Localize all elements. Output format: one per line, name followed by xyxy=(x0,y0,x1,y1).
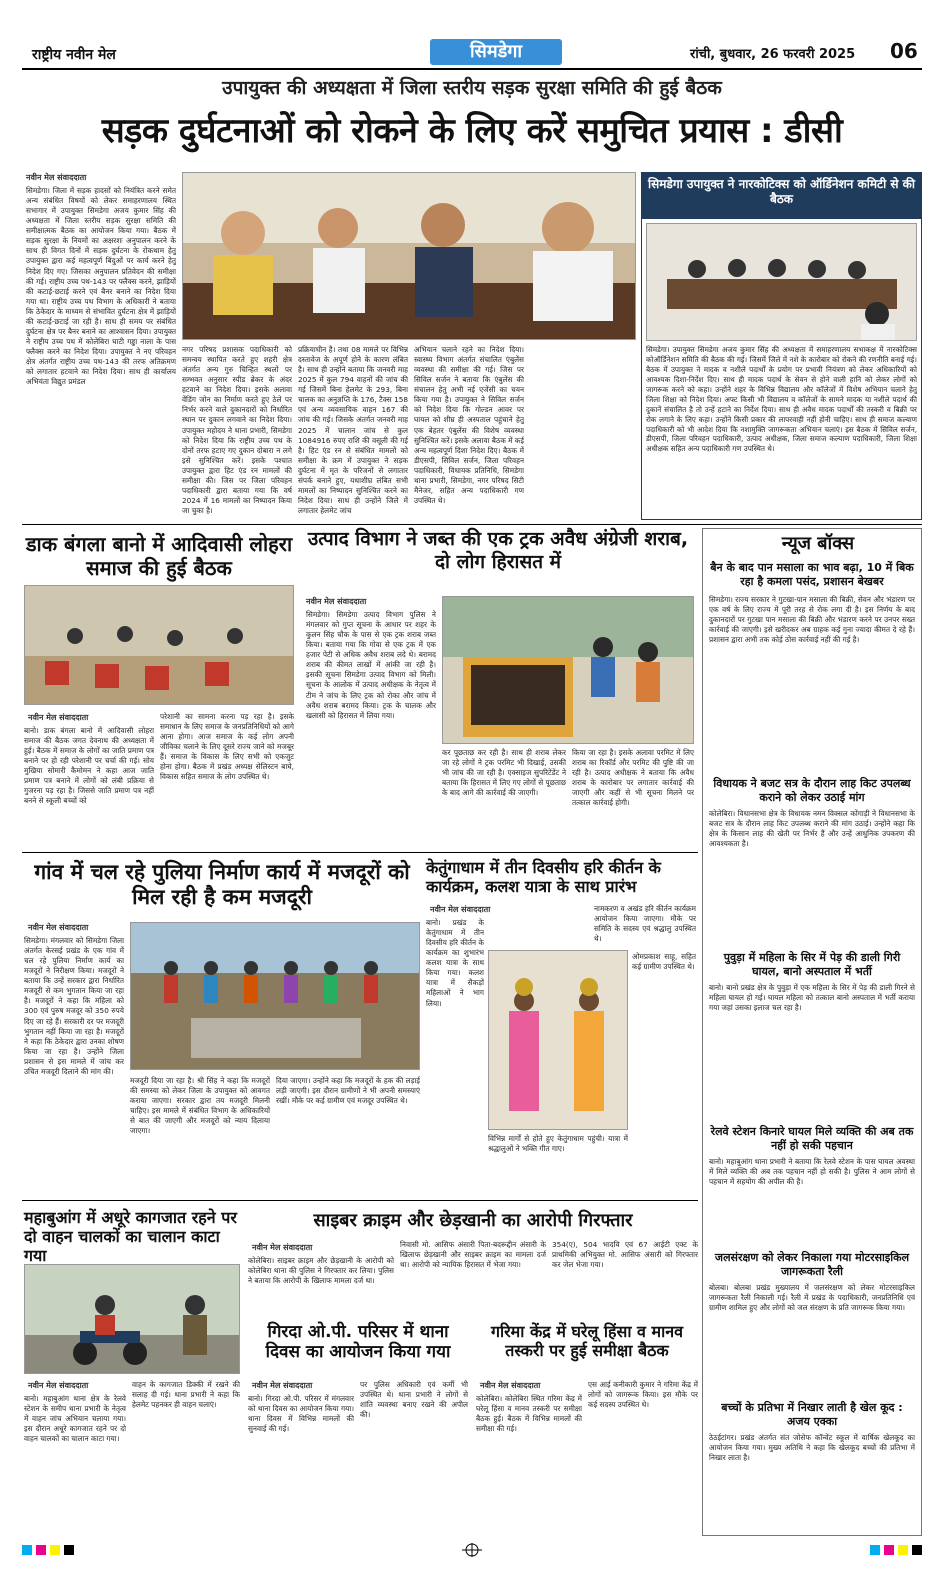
registration-marks-icon xyxy=(22,1543,922,1557)
lead-photo xyxy=(182,172,636,340)
dateline: रांची, बुधवार, 26 फरवरी 2025 xyxy=(690,47,856,62)
utpad-col3: किया जा रहा है। इसके अलावा परमिट में लिए शराब का रिकॉर्ड और परमिट की पुष्टि की जा रही है। उत्पाद अधीक्षक ने बताया कि अवैध शराब के कारोबार पर लगातार कार्रवाई की जाएगी और कहीं से भी सूचना मिलने पर तत्काल कार्रवाई होगी। xyxy=(572,748,694,808)
lead-col1: सिमडेगा। जिला में सड़क हादसों को नियंत्रित करने समेत अन्य संबंधित विषयों को लेकर समाहरणालय स्थित सभागार में उपायुक्त सिमडेगा अजय कुमार सिंह की अध्यक्षता में जिला स्तरीय सड़क सुरक्षा समिति की समीक्षात्मक बैठक का आयोजन किया गया। बैठक में सड़क सुरक्षा के नियमों का अक्षरशः अनुपालन करने के साथ ही विगत दिनों में सड़क दुर्घटना के रोकथाम हेतु उपायुक्त द्वारा कई महत्वपूर्ण बिंदुओं पर कार्य करने हेतु निदेश दिए गए। जिसका अनुपालन प्रतिवेदन की समीक्षा की गई। राष्ट्रीय उच्च पथ-143 पर फ्लैक्स करने, झाड़ियों की कटाई-छटाई करने एवं बैनर बनाने का निदेश दिया गया था। राष्ट्रीय उच्च पथ विभाग के अधिकारी ने बताया कि ठेकेदार के माध्यम से संभावित दुर्घटना क्षेत्र में झाड़ियों की कटाई-छटाई जा रही है। साथ ही समय पर संबंधित दुर्घटना क्षेत्र पर बैनर बनाने का आश्वासन दिया। उपायुक्त ने राष्ट्रीय उच्च पथ में कोलेबिरा घाटी गड्ढा नाला के पास फ्लैक्स करने का निदेश दिया। उपायुक्त ने नए परिवहन क्षेत्र अंतर्गत राष्ट्रीय उच्च पथ-143 की तरफ अतिक्रमण को लगातार हटवाने का निदेश दिया। साथ ही कार्यालय अभियंता विद्युत प्रमंडल xyxy=(26,186,176,387)
lead-headline: सड़क दुर्घटनाओं को रोकने के लिए करें समुचित प्रयास : डीसी xyxy=(101,111,843,151)
news-box xyxy=(702,528,922,1536)
narco-body: सिमडेगा। उपायुक्त सिमडेगा अजय कुमार सिंह की अध्यक्षता में समाहरणालय सभाकक्ष में नारकोटिक्स कोऑर्डिनेशन समिति की बैठक की गई। जिसमें जिले में नशे के कारोबार को रोकने की रणनीति बनाई गई। बैठक में उपायुक्त ने मादक व नशीले पदार्थों के प्रयोग पर प्रभावी नियंत्रण को लेकर अधिकारियों को आवश्यक दिशा-निर्देश दिए। साथ ही मादक पदार्थ के सेवन से होने वाली हानि को लेकर लोगों को जागरूक करने को कहा। उन्होंने शहर के विभिन्न विद्यालय और कॉलेजों में विशेष अभियान चलाने हेतु जिला शिक्षा को निदेश दिया। अफ्ट किसी भी विद्यालय व कॉलेजों के सामने मादक या नशीले पदार्थ की दुकानें संचालित है तो उन्हें हटाने का निर्देश दिया। साथ ही अवैध मादक पदार्थों की तस्करी व बिक्री पर रोक लगाने के लिए कहा। उन्होंने किसी प्रकार की लापरवाही नहीं होनी चाहिए। साथ ही समाज कल्याण पदाधिकारी को भी आदेश दिया कि नशामुक्ति जागरूकता अभियान चलाएं। इस बैठक में सिविल सर्जन, डीएसपी, जिला परिवहन पदाधिकारी, उत्पाद अधीक्षक, जिला समाज कल्याण पदाधिकारी, जिला शिक्षा अधीक्षक सहित अन्य पदाधिकारी गण उपस्थित थे। xyxy=(646,345,917,454)
narco-title: सिमडेगा उपायुक्त ने नारकोटिक्स को ऑर्डिनेशन कमिटी से की बैठक xyxy=(648,177,915,206)
narco-photo xyxy=(646,223,917,341)
lead-col2: नगर परिषद प्रशासक पदाधिकारी को समन्वय स्थापित करते हुए शहरी क्षेत्र अंतर्गत अन्य गुरु चिन्हित स्थलों पर सम्भवत अनुसार स्पीड ब्रेकर के अंदर हटवाने का निदेश दिया। इसके अलावा वेंडिंग जोन का निर्माण करते हुए ठेले पर निर्भर करने वाले दुकानदारों को निर्धारित स्थान पर दुकान लगवाने का निदेश दिया। उपायुक्त महोदय ने थाना प्रभारी, सिमडेगा को निदेश दिया कि राष्ट्रीय उच्च पथ के दोनों तरफ हटाए गए दुकान दोबारा न लगे इसे सुनिश्चित करें। इसके पश्चात उपायुक्त द्वारा हिट एंड रन मामलों की समीक्षा की। जिस पर जिला परिवहन पदाधिकारी द्वारा बताया गया कि वर्ष 2024 में 16 मामलों का निष्पादन किया जा चुका है। xyxy=(182,345,292,515)
cyber-byline: नवीन मेल संवाददाता xyxy=(252,1243,313,1252)
utpad-photo xyxy=(442,596,694,744)
giridih-headline: गिरदा ओ.पी. परिसर में थाना दिवस का आयोजन किया गया xyxy=(265,1322,451,1363)
section-tab: सिमडेगा xyxy=(430,39,562,65)
masthead xyxy=(22,38,922,66)
kirtan-photo xyxy=(488,950,628,1130)
page-number: 06 xyxy=(890,39,918,63)
mahabuang-col2: वाहन के कागजात डिक्की में रखने की सलाह दी गई। थाना प्रभारी ने कहा कि हेलमेट पहनकर ही वाहन चलाएं। xyxy=(132,1380,240,1410)
news-item2-body: कोलेबिरा। विधानसभा क्षेत्र के विधायक नमन विक्सल कोंगाड़ी ने विधानसभा के बजट सत्र के दौरान लाह किट उपलब्ध कराने की मांग उठाई। उन्होंने कहा कि क्षेत्र के किसान लाह की खेती पर निर्भर हैं और उन्हें आधुनिक उपकरण की आवश्यकता है। xyxy=(709,809,915,849)
giridih-col2: पर पुलिस अधिकारी एवं कर्मी भी उपस्थित थे। थाना प्रभारी ने लोगों से शांति व्यवस्था बनाए रखने की अपील की। xyxy=(360,1380,468,1420)
narco-box xyxy=(641,172,922,520)
news-item4-title: रेलवे स्टेशन किनारे घायल मिले व्यक्ति की अब तक नहीं हो सकी पहचान xyxy=(710,1125,914,1152)
news-item4-body: बानो। महाबुआंग थाना प्रभारी ने बताया कि रेलवे स्टेशन के पास घायल अवस्था में मिले व्यक्ति की अब तक पहचान नहीं हो सकी है। पुलिस ने आम लोगों से पहचान में सहयोग की अपील की है। xyxy=(709,1157,915,1187)
pulia-col2: मजदूरी दिया जा रहा है। श्री सिंह ने कहा कि मजदूरों की समस्या को लेकर जिला के उपायुक्त को आवगत कराया जाएगा। सरकार द्वारा तय मजदूरी मिलनी चाहिए। इस मामले में संबंधित विभाग के अधिकारियों से बात की जाएगी और मजदूरों को न्याय दिलाया जाएगा। xyxy=(130,1076,270,1136)
cyber-col3: 354(ए), 504 भादवि एवं 67 आईटी एक्ट के प्राथमिकी अभियुक्त मो. आसिफ अंसारी को गिरफ्तार कर जेल भेजा गया। xyxy=(552,1240,698,1270)
news-item3-body: बानो। बानो प्रखंड क्षेत्र के पुवुड़ा में एक महिला के सिर में पेड़ की डाली गिरने से महिला घायल हो गई। घायल महिला को तत्काल बानो अस्पताल में भर्ती कराया गया जहां उसका इलाज चल रहा है। xyxy=(709,983,915,1013)
garima-headline: गरिमा केंद्र में घरेलू हिंसा व मानव तस्करी पर हुई समीक्षा बैठक xyxy=(490,1322,683,1361)
garima-col1: कोलेबिरा। कोलेबिरा स्थित गरिमा केंद्र में घरेलू हिंसा व मानव तस्करी पर समीक्षा बैठक हुई। बैठक में विभिन्न मामलों की समीक्षा की गई। xyxy=(476,1394,582,1434)
lead-col3: प्रक्रियाधीन है। तथा 08 मामले पर विभिन्न दस्तावेज के अपूर्ण होने के कारण लंबित है। साथ ही उन्होंने बताया कि जनवरी माह 2025 में कुल 794 वाहनों की जांच की गई जिसमें बिना हेलमेट के 293, बिना चालक का अनुज्ञप्ति के 176, टैक्स 158 एवं अन्य व्यवसायिक वाहन 167 की जांच की गई। जिसके अंतर्गत जनवरी माह 2025 में चालान जांच से कुल 1084916 रुपए राशि की वसूली की गई है। हिट एंड रन से संबंधित मामलों को समीक्षा के क्रम में उपायुक्त ने सड़क दुर्घटना में मृत के परिजनों से लगातार संपर्क बनाने हुए, यथाशीघ्र लंबित सभी मामलों का निष्पादन सुनिश्चित करने का निदेश दिया। साथ ही उन्होंने जिले में लगातार हेलमेट जांच xyxy=(298,345,408,515)
kirtan-col4: ओमप्रकाश साहू, सहित कई ग्रामीण उपस्थित थे। xyxy=(632,952,696,972)
dak-meeting-photo-icon xyxy=(25,586,294,705)
garima-byline: नवीन मेल संवाददाता xyxy=(480,1381,541,1390)
news-item5-body: बोलबा। बोलबा प्रखंड मुख्यालय में जलसंरक्षण को लेकर मोटरसाइकिल जागरूकता रैली निकाली गई। रैली में प्रखंड के पदाधिकारी, जनप्रतिनिधि एवं ग्रामीण शामिल हुए और लोगों को जल संरक्षण के प्रति जागरूक किया गया। xyxy=(709,1283,915,1313)
mahabuang-col1: बानो। महाबुआंग थाना क्षेत्र के रेलवे स्टेशन के समीप थाना प्रभारी के नेतृत्व में वाहन जांच अभियान चलाया गया। इस दौरान अधूरे कागजात रहने पर दो वाहन चालकों का चालान काटा गया। xyxy=(24,1394,126,1444)
utpad-byline: नवीन मेल संवाददाता xyxy=(306,597,367,606)
kirtan-col1: बानो। प्रखंड के केतुंगाधाम में तीन दिवसीय हरि कीर्तन के कार्यक्रम का शुभारंभ कलश यात्रा के साथ किया गया। कलश यात्रा में सैकड़ों महिलाओं ने भाग लिया। xyxy=(426,918,484,1008)
narco-title-bar xyxy=(642,173,921,219)
news-item6-body: ठेठईटांगर। प्रखंड अंतर्गत संत जोसेफ कॉन्वेंट स्कूल में वार्षिक खेलकूद का आयोजन किया गया। मुख्य अतिथि ने कहा कि खेलकूद बच्चों की प्रतिभा में निखार लाता है। xyxy=(709,1433,915,1463)
construction-site-photo-icon xyxy=(131,923,420,1070)
pulia-headline: गांव में चल रहे पुलिया निर्माण कार्य में मजदूरों को मिल रही है कम मजदूरी xyxy=(34,860,410,910)
dak-col2: परेशानी का सामना करना पड़ रहा है। इसके समाधान के लिए समाज के जनप्रतिनिधियों को आगे आना होगा। आज समाज के कई लोग अपनी जीविका चलाने के लिए दूसरे राज्य जाने को मजबूर हैं। समाज के विकास के लिए सभी को एकजुट होना होगा। बैठक में प्रखंड अध्यक्ष सेलिस्टन बाघे, विकास सहित समाज के लोग उपस्थित थे। xyxy=(160,712,294,782)
news-box-label: न्यूज बॉक्स xyxy=(781,533,855,554)
vehicle-check-photo-icon xyxy=(25,1265,240,1374)
kalash-yatra-photo-icon xyxy=(489,951,628,1130)
dak-headline: डाक बंगला बानो में आदिवासी लोहरा समाज की हुई बैठक xyxy=(25,532,293,580)
utpad-headline: उत्पाद विभाग ने जब्त की एक ट्रक अवैध अंग्रेजी शराब, दो लोग हिरासत में xyxy=(307,528,689,573)
kirtan-col3: विभिन्न मार्गों से होते हुए केतुंगाधाम पहुंची। यात्रा में श्रद्धालुओं ने भक्ति गीत गाए। xyxy=(488,1134,628,1154)
kirtan-byline: नवीन मेल संवाददाता xyxy=(430,905,491,914)
garima-col2: एस आई कनीकारी कुमार ने गरिमा केंद्र में लोगों को जागरूक किया। इस मौके पर कई सदस्य उपस्थित थे। xyxy=(588,1380,698,1410)
kirtan-col2: नामकरण व अखंड हरि कीर्तन कार्यक्रम आयोजन किया जाएगा। मौके पर समिति के सदस्य एवं श्रद्धालु उपस्थित थे। xyxy=(594,904,696,944)
lead-kicker: उपायुक्त की अध्यक्षता में जिला स्तरीय सड़क सुरक्षा समिति की हुई बैठक xyxy=(222,77,722,99)
pulia-col1: सिमडेगा। मंगलवार को सिमडेगा जिला अंतर्गत केरसई प्रखंड के एक गांव में चल रहे पुलिया निर्माण कार्य का मजदूरों ने निरीक्षण किया। मजदूरों ने बताया कि उन्हें सरकार द्वारा निर्धारित मजदूरी से कम भुगतान किया जा रहा है। मजदूरों ने कहा कि महिला को 300 एवं पुरुष मजदूर को 350 रुपये दिए जा रहे हैं। सरकारी दर पर मजदूरी भुगतान नहीं किया जा रहा है। मजदूरों ने कहा कि ठेकेदार द्वारा उनका शोषण किया जा रहा है। उन्होंने जिला प्रशासन से इस मामले में जांच कर उचित मजदूरी दिलाने की मांग की। xyxy=(24,936,124,1076)
mahabuang-photo xyxy=(24,1264,240,1374)
lead-col4: अभियान चलाने रहने का निदेश दिया। स्वास्थ्य विभाग अंतर्गत संचालित एंबुलेंस व्यवस्था की समीक्षा की गई। जिस पर सिविल सर्जन ने बताया कि एंबुलेंस की संचालन हेतु अभी नई एजेंसी का चयन किया गया है। उपायुक्त ने सिविल सर्जन को निदेश दिया कि गोल्डन आवर पर घायल को शीघ्र ही अस्पताल पहुंचाने हेतु एक बेहतर एंबुलेंस की विशेष व्यवस्था सुनिश्चित करें। इसके अलावा बैठक में कई अन्य महत्वपूर्ण दिशा निदेश दिए। बैठक में डीएसपी, सिविल सर्जन, जिला परिवहन पदाधिकारी, विधायक प्रतिनिधि, सिमडेगा थाना प्रभारी, सिमडेगा, नगर परिषद सिटी मैनेजर, सहित अन्य पदाधिकारी गण उपस्थित थे। xyxy=(414,345,524,505)
meeting-photo-icon xyxy=(183,173,636,340)
cyber-col2: निवासी मो. आसिफ अंसारी पिता-बदरूद्दीन अंसारी के खिलाफ छेड़खानी और साइबर क्राइम का मामला दर्ज था। आरोपी को न्यायिक हिरासत में भेजा गया। xyxy=(400,1240,546,1270)
pulia-byline: नवीन मेल संवाददाता xyxy=(28,923,89,932)
kirtan-headline: केतुंगाधाम में तीन दिवसीय हरि कीर्तन के कार्यक्रम, कलश यात्रा के साथ प्रारंभ xyxy=(426,858,661,897)
news-item6-title: बच्चों के प्रतिभा में निखार लाती है खेल कूद : अजय एक्का xyxy=(721,1401,903,1428)
mahabuang-byline: नवीन मेल संवाददाता xyxy=(28,1381,89,1390)
utpad-col2: कर पूछताछ कर रही है। साथ ही शराब लेकर जा रहे लोगों ने ट्रक परमिट भी दिखाई, उसकी भी जांच की जा रही है। एक्साइज सुपरिटेंडेंट ने बताया कि हिरासत में लिए गए लोगों से पूछताछ के बाद आगे की कार्रवाई की जाएगी। xyxy=(442,748,566,798)
lead-byline: नवीन मेल संवाददाता xyxy=(26,173,87,182)
dak-col1: बानो। डाक बंगला बानो में आदिवासी लोहरा समाज की बैठक जगत देवनाथ की अध्यक्षता में हुई। बैठक में समाज के लोगों का जाति प्रमाण पत्र बनाने पर हो रही परेशानी पर चर्चा की गई। सोय मुखिया सोमारी कैमोमन ने कहा आज जाति प्रमाण पत्र बनाने में लोगों को लंबी प्रक्रिया से गुजरना पड़ रहा है। जिससे जाति प्रमाण पत्र नहीं बनने से स्कूली बच्चों को xyxy=(24,726,154,806)
color-registration-bar xyxy=(22,1542,922,1556)
giridih-byline: नवीन मेल संवाददाता xyxy=(252,1381,313,1390)
section-rule-3 xyxy=(22,1200,698,1201)
dak-photo xyxy=(24,585,294,705)
pulia-photo xyxy=(130,922,420,1070)
news-item5-title: जलसंरक्षण को लेकर निकाला गया मोटरसाइकिल जागरूकता रैली xyxy=(714,1251,910,1278)
narco-meeting-photo-icon xyxy=(647,224,917,341)
news-item1-title: बैन के बाद पान मसाला का भाव बढ़ा, 10 में बिक रहा है कमला पसंद, प्रशासन बेखबर xyxy=(710,561,914,588)
cyber-headline: साइबर क्राइम और छेड़खानी का आरोपी गिरफ्तार xyxy=(313,1210,633,1231)
section-rule-1 xyxy=(22,524,922,525)
giridih-col1: बानो। गिरदा ओ.पी. परिसर में मंगलवार को थाना दिवस का आयोजन किया गया। थाना दिवस में विभिन्न मामलों की सुनवाई की गई। xyxy=(248,1394,354,1434)
truck-seizure-photo-icon xyxy=(443,597,694,744)
news-item1-body: सिमडेगा। राज्य सरकार ने गुटखा-पान मसाला की बिक्री, सेवन और भंडारण पर एक वर्ष के लिए राज्य में पूरी तरह से रोक लगा दी है। इस निर्णय के बाद दुकानदारों पर गुटखा पान मसाला की बिक्री और भंडारण करने पर उनपर सख्त कार्रवाई की जाएगी। इसे खरीदकर अब ग्राहक कई गुना ज्यादा कीमत दे रहे हैं। प्रशासन द्वारा अभी तक कोई ठोस कार्रवाई नहीं की गई है। xyxy=(709,595,915,645)
news-item3-title: पुवुड़ा में महिला के सिर में पेड़ की डाली गिरी घायल, बानो अस्पताल में भर्ती xyxy=(723,951,901,978)
newspaper-logo: राष्ट्रीय नवीन मेल xyxy=(32,47,116,63)
masthead-rule xyxy=(22,68,922,70)
pulia-col3: दिया जाएगा। उन्होंने कहा कि मजदूरों के हक की लड़ाई लड़ी जाएगी। इस दौरान ग्रामीणों ने भी अपनी समस्याएं रखीं। मौके पर कई ग्रामीण एवं मजदूर उपस्थित थे। xyxy=(276,1076,420,1106)
news-item2-title: विधायक ने बजट सत्र के दौरान लाह किट उपलब्ध कराने को लेकर उठाई मांग xyxy=(713,777,911,804)
cyber-col1: कोलेबिरा। साइबर क्राइम और छेड़खानी के आरोपी को कोलेबिरा थाना की पुलिस ने गिरफ्तार कर लिया। पुलिस ने बताया कि आरोपी के खिलाफ मामला दर्ज था। xyxy=(248,1256,394,1286)
section-rule-2 xyxy=(22,852,698,853)
utpad-col1: सिमडेगा। सिमडेगा उत्पाद विभाग पुलिस ने मंगलवार को गुप्त सूचना के आधार पर शहर के कुलन सिंह चौक के पास से एक ट्रक शराब जब्त किया। बताया गया कि गोवा से एक ट्रक में एक हजार पेटी से अधिक अवैध शराब लदे थे। बरामद शराब की कीमत लाखों में आंकी जा रही है। इसकी सूचना सिमडेगा उत्पाद विभाग को मिली। सूचना के आलोक में उत्पाद अधीक्षक के नेतृत्व में टीम ने जांच के लिए ट्रक को रोका और जांच में अवैध शराब बरामद किया। ट्रक के चालक और खलासी को हिरासत में लिया गया। xyxy=(306,610,436,720)
mahabuang-headline: महाबुआंग में अधूरे कागजात रहने पर दो वाहन चालकों का चालान काटा गया xyxy=(24,1208,237,1266)
dak-byline: नवीन मेल संवाददाता xyxy=(28,713,89,722)
